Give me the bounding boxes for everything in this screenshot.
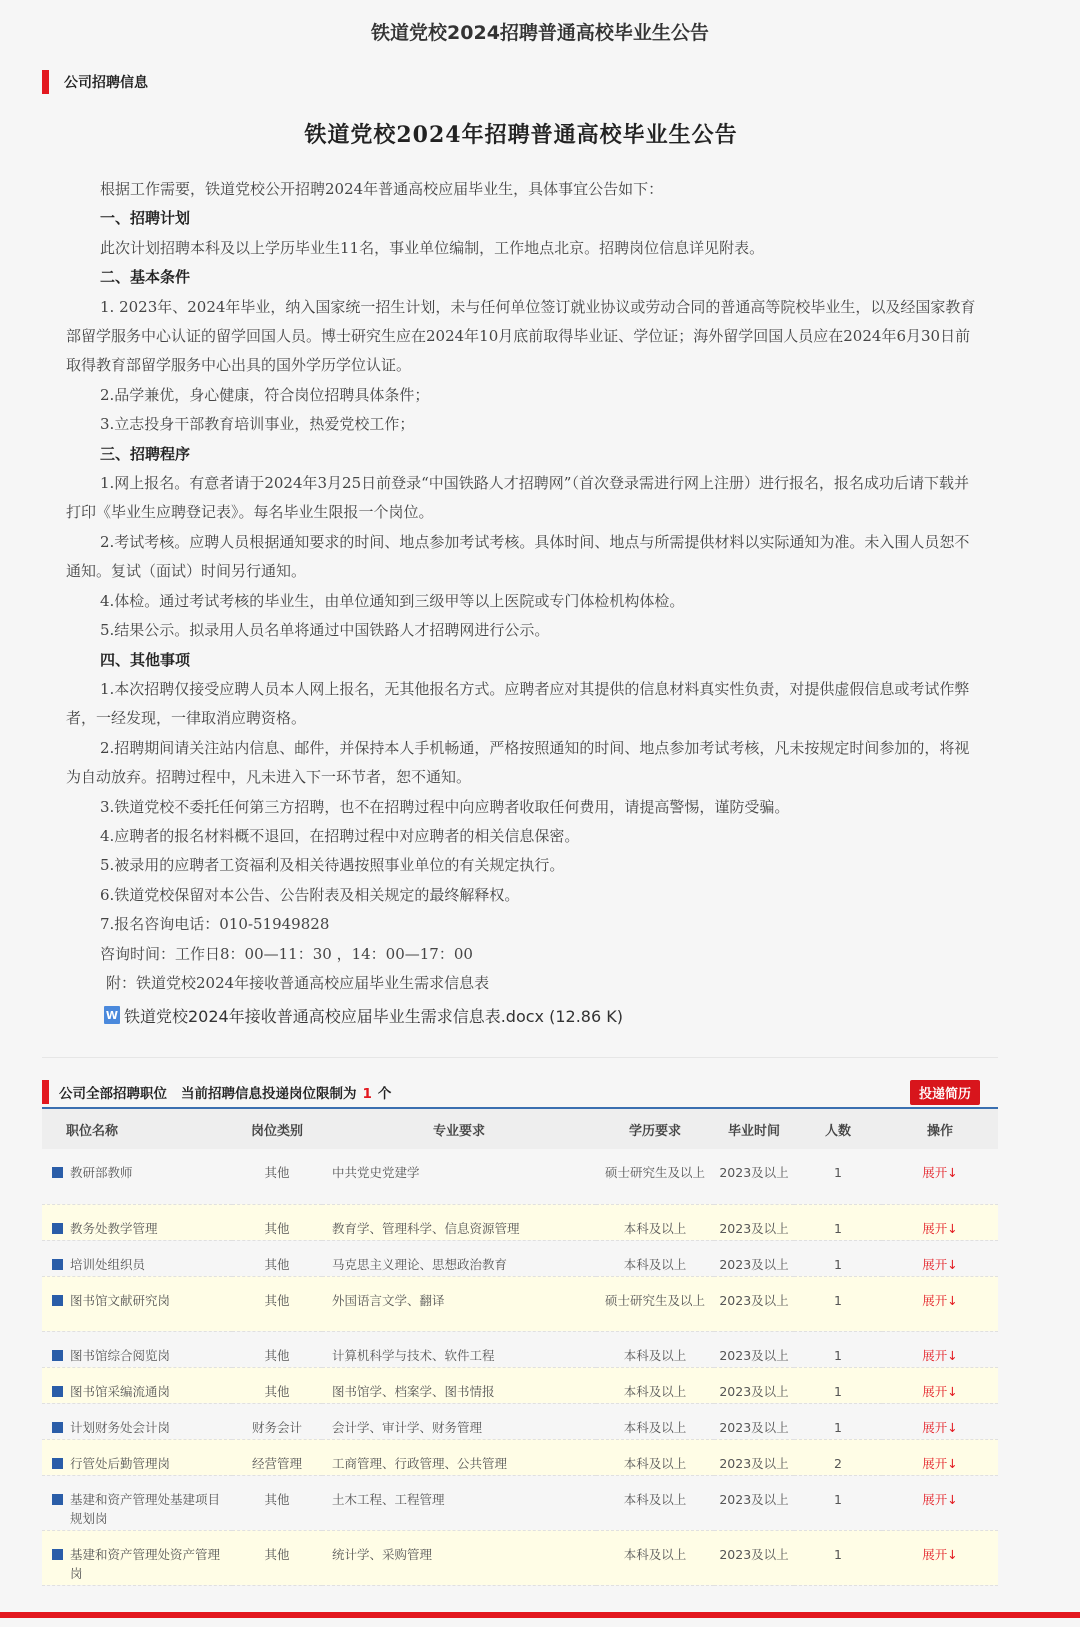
job-education: 本科及以上 — [596, 1439, 714, 1475]
job-education: 本科及以上 — [596, 1475, 714, 1530]
job-major: 马克思主义理论、思想政治教育 — [322, 1240, 596, 1276]
article-heading: 三、招聘程序 — [100, 444, 191, 463]
article-paragraph: 2.招聘期间请关注站内信息、邮件，并保持本人手机畅通，严格按照通知的时间、地点参加考试考核，凡未按规定时间参加的，将视为自动放弃。招聘过程中，凡未进入下一环节者，恕不通知。 — [66, 738, 970, 787]
job-name-cell — [42, 1367, 232, 1403]
article-paragraph: 此次计划招聘本科及以上学历毕业生11名，事业单位编制，工作地点北京。招聘岗位信息详见附表。 — [100, 238, 765, 257]
job-education: 本科及以上 — [596, 1240, 714, 1276]
article-paragraph: 4.体检。通过考试考核的毕业生，由单位通知到三级甲等以上医院或专门体检机构体检。 — [100, 591, 685, 610]
expand-link[interactable]: 展开↓ — [922, 1419, 958, 1435]
article-paragraph: 5.结果公示。拟录用人员名单将通过中国铁路人才招聘网进行公示。 — [100, 621, 550, 640]
submit-resume-button[interactable]: 投递简历 — [910, 1080, 980, 1105]
expand-link[interactable]: 展开↓ — [922, 1292, 958, 1308]
expand-link[interactable]: 展开↓ — [922, 1220, 958, 1236]
job-action-cell — [882, 1367, 998, 1403]
job-count: 2 — [794, 1439, 882, 1475]
job-name-cell — [42, 1204, 232, 1240]
job-action-cell — [882, 1204, 998, 1240]
apply-limit-prefix: 当前招聘信息投递岗位限制为 — [181, 1086, 357, 1102]
job-category: 其他 — [232, 1204, 322, 1240]
article-paragraph: 1. 2023年、2024年毕业，纳入国家统一招生计划，未与任何单位签订就业协议或劳动合同的普通高等院校毕业生，以及经国家教育部留学服务中心认证的留学回国人员。博士研究生应在2024年10月底前取得毕业证、学位证；海外留学回国人员应在2024年6月30日前取得教育部留学服务中心出具的国外学历学位认证。 — [66, 297, 976, 375]
job-name: 基建和资产管理处资产管理岗 — [70, 1546, 221, 1581]
table-row — [42, 1276, 998, 1331]
job-category: 其他 — [232, 1149, 322, 1204]
job-major: 统计学、采购管理 — [322, 1530, 596, 1585]
job-name-cell — [42, 1276, 232, 1331]
job-graduation: 2023及以上 — [714, 1530, 794, 1585]
job-action-cell — [882, 1276, 998, 1331]
job-graduation: 2023及以上 — [714, 1240, 794, 1276]
column-header: 毕业时间 — [714, 1109, 794, 1149]
article-paragraph: 4.应聘者的报名材料概不退回，在招聘过程中对应聘者的相关信息保密。 — [100, 826, 580, 845]
article-paragraph: 1.本次招聘仅接受应聘人员本人网上报名，无其他报名方式。应聘者应对其提供的信息材料真实性负责，对提供虚假信息或考试作弊者，一经发现，一律取消应聘资格。 — [66, 679, 970, 728]
section-label: 公司招聘信息 — [64, 75, 148, 91]
job-bullet-icon — [52, 1350, 63, 1361]
job-graduation: 2023及以上 — [714, 1276, 794, 1331]
job-name-cell — [42, 1331, 232, 1367]
expand-link[interactable]: 展开↓ — [922, 1491, 958, 1507]
job-count: 1 — [794, 1240, 882, 1276]
expand-link[interactable]: 展开↓ — [922, 1256, 958, 1272]
job-category: 其他 — [232, 1530, 322, 1585]
page-title: 铁道党校2024招聘普通高校毕业生公告 — [371, 22, 709, 44]
job-graduation: 2023及以上 — [714, 1439, 794, 1475]
job-bullet-icon — [52, 1494, 63, 1505]
job-category: 其他 — [232, 1367, 322, 1403]
job-category: 经营管理 — [232, 1439, 322, 1475]
article-paragraph: 根据工作需要，铁道党校公开招聘2024年普通高校应届毕业生，具体事宜公告如下： — [100, 180, 664, 198]
job-action-cell — [882, 1403, 998, 1439]
job-name: 基建和资产管理处基建项目规划岗 — [70, 1491, 221, 1526]
job-category: 其他 — [232, 1331, 322, 1367]
column-header: 操作 — [882, 1109, 998, 1149]
job-education: 本科及以上 — [596, 1367, 714, 1403]
table-row — [42, 1367, 998, 1403]
job-name: 教研部教师 — [70, 1165, 133, 1180]
article-title: 铁道党校2024年招聘普通高校毕业生公告 — [304, 122, 738, 148]
job-education: 硕士研究生及以上 — [596, 1149, 714, 1204]
job-major: 教育学、管理科学、信息资源管理 — [322, 1204, 596, 1240]
job-graduation: 2023及以上 — [714, 1403, 794, 1439]
column-header: 人数 — [794, 1109, 882, 1149]
article-paragraph: 6.铁道党校保留对本公告、公告附表及相关规定的最终解释权。 — [100, 885, 520, 904]
job-category: 其他 — [232, 1475, 322, 1530]
job-category: 其他 — [232, 1240, 322, 1276]
job-count: 1 — [794, 1149, 882, 1204]
job-name-cell — [42, 1403, 232, 1439]
jobs-section-header — [42, 1080, 998, 1104]
job-name-cell — [42, 1530, 232, 1585]
table-row — [42, 1204, 998, 1240]
expand-link[interactable]: 展开↓ — [922, 1383, 958, 1399]
column-header: 专业要求 — [322, 1109, 596, 1149]
apply-limit-suffix: 个 — [377, 1086, 392, 1102]
job-name-cell — [42, 1149, 232, 1204]
article-paragraph: 7.报名咨询电话：010-51949828 — [100, 915, 330, 934]
job-bullet-icon — [52, 1386, 63, 1397]
article-paragraph: 5.被录用的应聘者工资福利及相关待遇按照事业单位的有关规定执行。 — [100, 856, 565, 875]
job-name: 行管处后勤管理岗 — [70, 1455, 171, 1471]
section-header — [42, 70, 148, 94]
column-header: 职位名称 — [42, 1109, 232, 1149]
job-bullet-icon — [52, 1167, 63, 1178]
expand-link[interactable]: 展开↓ — [922, 1546, 958, 1562]
job-major: 土木工程、工程管理 — [322, 1475, 596, 1530]
article-heading: 一、招聘计划 — [100, 209, 191, 228]
job-education: 本科及以上 — [596, 1331, 714, 1367]
job-name: 图书馆文献研究岗 — [70, 1292, 171, 1308]
article-paragraph: 2.考试考核。应聘人员根据通知要求的时间、地点参加考试考核。具体时间、地点与所需提供材料以实际通知为准。未入围人员恕不通知。复试（面试）时间另行通知。 — [66, 532, 970, 581]
section-marker — [42, 70, 49, 94]
job-name: 培训处组织员 — [70, 1256, 146, 1272]
job-count: 1 — [794, 1331, 882, 1367]
job-count: 1 — [794, 1367, 882, 1403]
attachment-file[interactable] — [104, 1000, 976, 1030]
job-major: 外国语言文学、翻译 — [322, 1276, 596, 1331]
word-document-icon: W — [104, 1006, 120, 1024]
article-heading: 二、基本条件 — [100, 268, 191, 287]
footer-bar — [0, 1612, 1080, 1618]
table-row — [42, 1403, 998, 1439]
job-major: 会计学、审计学、财务管理 — [322, 1403, 596, 1439]
job-action-cell — [882, 1439, 998, 1475]
section-marker — [42, 1080, 49, 1104]
job-graduation: 2023及以上 — [714, 1204, 794, 1240]
job-count: 1 — [794, 1204, 882, 1240]
attachment-label: 附：铁道党校2024年接收普通高校应届毕业生需求信息表 — [106, 973, 490, 992]
table-row — [42, 1475, 998, 1530]
job-action-cell — [882, 1149, 998, 1204]
table-row — [42, 1331, 998, 1367]
table-row — [42, 1240, 998, 1276]
job-education: 本科及以上 — [596, 1403, 714, 1439]
job-major: 计算机科学与技术、软件工程 — [322, 1331, 596, 1367]
apply-limit-value: 1 — [362, 1086, 372, 1102]
job-graduation: 2023及以上 — [714, 1331, 794, 1367]
job-name-cell — [42, 1240, 232, 1276]
job-name: 图书馆综合阅览岗 — [70, 1347, 171, 1363]
job-count: 1 — [794, 1403, 882, 1439]
job-major: 工商管理、行政管理、公共管理 — [322, 1439, 596, 1475]
job-education: 本科及以上 — [596, 1204, 714, 1240]
article-paragraph: 1.网上报名。有意者请于2024年3月25日前登录“中国铁路人才招聘网”（首次登录需进行网上注册）进行报名，报名成功后请下载并打印《毕业生应聘登记表》。每名毕业生限报一个岗位。 — [66, 474, 969, 522]
table-row — [42, 1149, 998, 1204]
job-category: 其他 — [232, 1276, 322, 1331]
job-bullet-icon — [52, 1295, 63, 1306]
job-education: 硕士研究生及以上 — [596, 1276, 714, 1331]
apply-limit-text — [181, 1082, 391, 1102]
expand-link[interactable]: 展开↓ — [922, 1455, 958, 1471]
job-action-cell — [882, 1240, 998, 1276]
job-name: 图书馆采编流通岗 — [70, 1383, 171, 1399]
job-education: 本科及以上 — [596, 1530, 714, 1585]
table-row — [42, 1530, 998, 1585]
job-count: 1 — [794, 1475, 882, 1530]
column-header: 学历要求 — [596, 1109, 714, 1149]
expand-link[interactable]: 展开↓ — [922, 1165, 958, 1180]
job-bullet-icon — [52, 1223, 63, 1234]
article-body — [66, 175, 976, 969]
expand-link[interactable]: 展开↓ — [922, 1347, 958, 1363]
jobs-table — [42, 1109, 998, 1586]
job-bullet-icon — [52, 1259, 63, 1270]
divider — [42, 1057, 998, 1058]
job-count: 1 — [794, 1530, 882, 1585]
job-name: 教务处教学管理 — [70, 1220, 158, 1236]
job-name: 计划财务处会计岗 — [70, 1419, 171, 1435]
article-heading: 四、其他事项 — [100, 650, 191, 669]
job-action-cell — [882, 1530, 998, 1585]
job-action-cell — [882, 1475, 998, 1530]
job-graduation: 2023及以上 — [714, 1149, 794, 1204]
job-major: 中共党史党建学 — [322, 1149, 596, 1204]
job-bullet-icon — [52, 1422, 63, 1433]
job-action-cell — [882, 1331, 998, 1367]
job-name-cell — [42, 1439, 232, 1475]
job-name-cell — [42, 1475, 232, 1530]
jobs-section-title: 公司全部招聘职位 — [59, 1086, 167, 1102]
article-paragraph: 2.品学兼优，身心健康，符合岗位招聘具体条件； — [100, 385, 430, 404]
job-bullet-icon — [52, 1549, 63, 1560]
job-count: 1 — [794, 1276, 882, 1331]
announcement-article — [66, 118, 976, 1030]
article-paragraph: 咨询时间：工作日8：00—11：30 ，14：00—17：00 — [100, 944, 473, 963]
job-graduation: 2023及以上 — [714, 1475, 794, 1530]
table-row — [42, 1439, 998, 1475]
column-header: 岗位类别 — [232, 1109, 322, 1149]
article-paragraph: 3.铁道党校不委托任何第三方招聘，也不在招聘过程中向应聘者收取任何费用，请提高警惕，谨防受骗。 — [100, 797, 790, 816]
article-paragraph: 3.立志投身干部教育培训事业，热爱党校工作； — [100, 415, 415, 434]
attachment-download-link[interactable]: 铁道党校2024年接收普通高校应届毕业生需求信息表.docx (12.86 K) — [124, 1006, 623, 1026]
job-bullet-icon — [52, 1458, 63, 1469]
job-graduation: 2023及以上 — [714, 1367, 794, 1403]
table-header-row — [42, 1109, 998, 1149]
job-major: 图书馆学、档案学、图书情报 — [322, 1367, 596, 1403]
job-category: 财务会计 — [232, 1403, 322, 1439]
